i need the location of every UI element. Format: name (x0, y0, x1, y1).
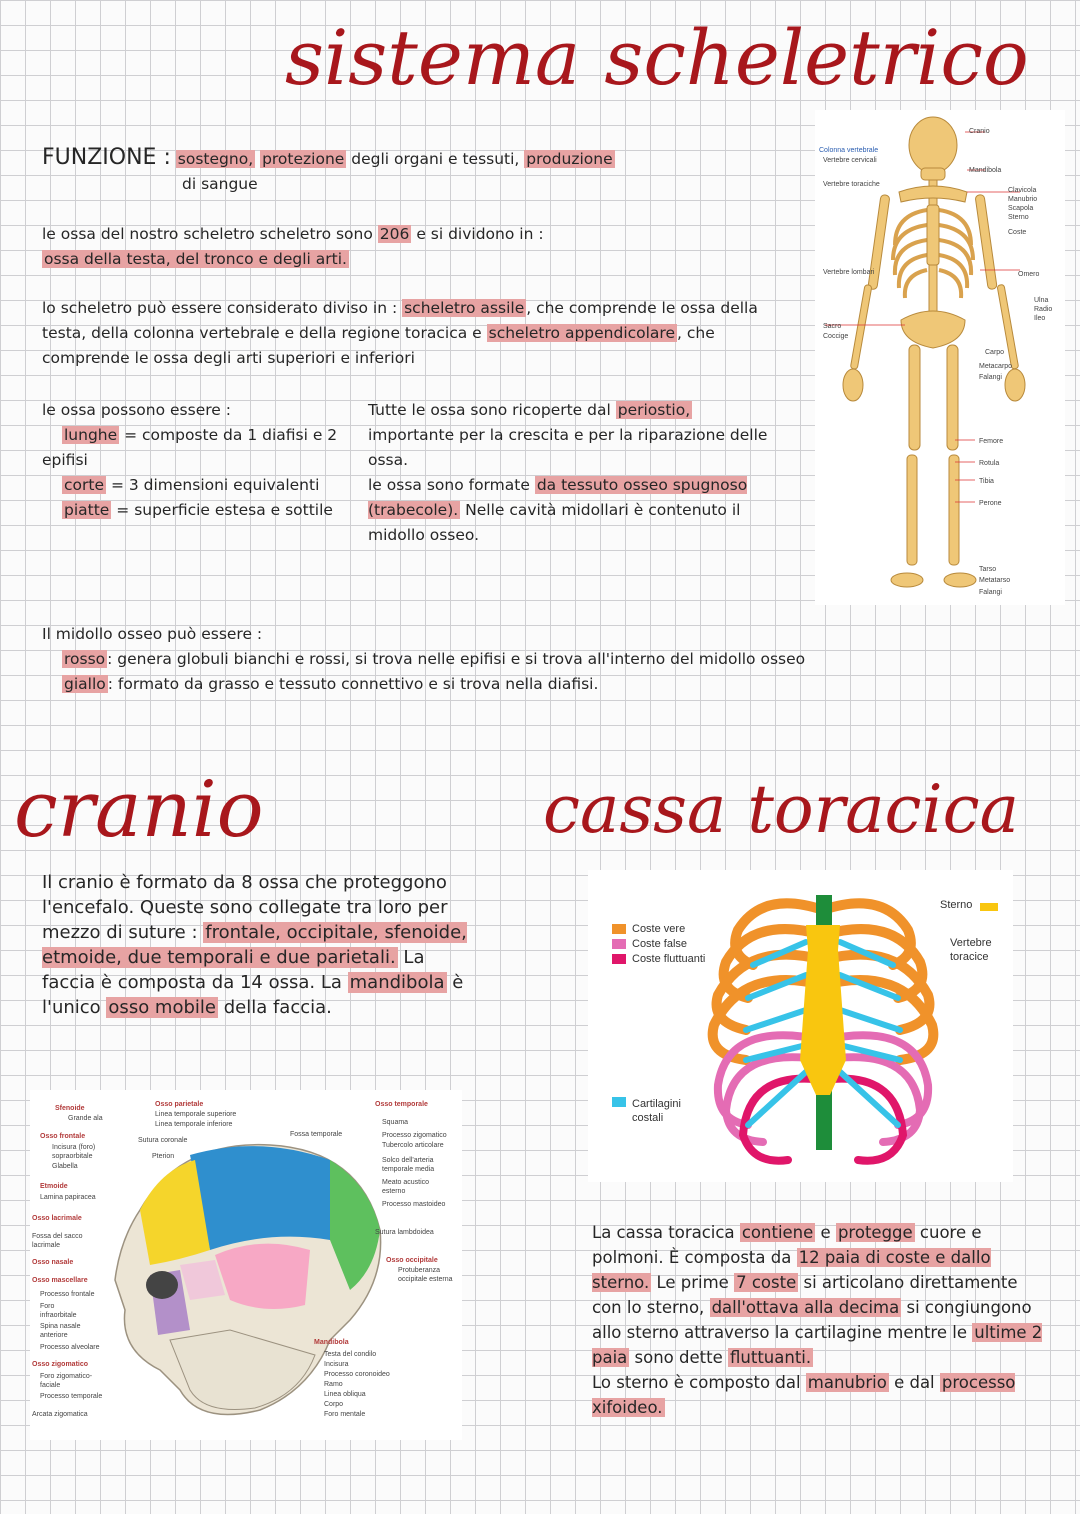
lbl-proc-temp: Processo temporale (40, 1393, 103, 1400)
periostio-text: Tutte le ossa sono ricoperte dal (368, 401, 611, 419)
lbl-carpo: Carpo (985, 349, 1005, 356)
lbl-nasale: Osso nasale (32, 1259, 74, 1266)
lbl-testa-condilo: Testa del condilo (324, 1351, 377, 1358)
ribcage-label-sterno: Sterno (940, 899, 973, 911)
lbl-mandibola-skull: Mandibola (314, 1339, 349, 1346)
periostio-text-4: Nelle cavità midollari è contenuto il midollo osseo. (368, 501, 741, 544)
lbl-lamina: Lamina papiracea (40, 1194, 96, 1201)
midollo-intro: Il midollo osseo può essere : (42, 625, 263, 643)
scheletro-text-3: , che comprende le ossa degli arti superiori e inferiori (42, 324, 715, 367)
lbl-ulna: Ulna (1034, 297, 1049, 304)
hl-rosso: rosso (64, 650, 106, 668)
scheletro-text-2: , che comprende le ossa della testa, della colonna vertebrale e della regione toracica e (42, 299, 758, 342)
cassa-text-5: si articolano direttamente con lo sterno, (592, 1273, 1018, 1317)
lbl-clavicola: Clavicola (1008, 187, 1037, 194)
ossa-text: le ossa del nostro scheletro scheletro sono (42, 225, 373, 243)
lbl-lacrimale: Osso lacrimale (32, 1215, 82, 1222)
lbl-mastoideo: Processo mastoideo (382, 1201, 446, 1208)
lbl-linea-obl: Linea obliqua (324, 1391, 366, 1398)
lbl-coccige: Coccige (823, 333, 849, 340)
lbl-falangi: Falangi (979, 374, 1002, 381)
lbl-foro-mentale: Foro mentale (324, 1411, 366, 1418)
hl-7-coste: 7 coste (736, 1273, 797, 1292)
ossa-text-2: e si dividono in : (416, 225, 544, 243)
lbl-coronoideo: Processo coronoideo (324, 1371, 390, 1378)
skeleton-figure (815, 110, 1065, 605)
lbl-sfenoide: Sfenoide (55, 1105, 85, 1112)
hl-tessuto-spugnoso: da tessuto osseo spugnoso (trabecole). (368, 476, 748, 519)
cranio-title: cranio (14, 765, 264, 855)
hl-corte: corte (64, 476, 104, 494)
hl-giallo: giallo (64, 675, 106, 693)
lbl-alveolare: Processo alveolare (40, 1344, 100, 1351)
cranio-text: Il cranio è formato da 8 ossa che proteggono l'encefalo. Queste sono collegate tra loro per mezzo di suture : (42, 872, 448, 943)
lbl-metatarso: Metatarso (979, 577, 1011, 584)
lbl-corpo: Corpo (324, 1401, 344, 1408)
hl-piatte: piatte (64, 501, 110, 519)
cassa-title: cassa toracica (543, 771, 1019, 848)
periostio-text-2: importante per la crescita e per la riparazione delle ossa. (368, 426, 768, 469)
hl-mandibola: mandibola (349, 972, 445, 993)
lbl-ileo: Ileo (1034, 315, 1046, 322)
cassa-text-4: Le prime (656, 1273, 729, 1292)
hl-protegge: protegge (837, 1223, 913, 1242)
midollo-giallo-text: : formato da grasso e tessuto connettivo e si trova nella diafisi. (107, 675, 599, 693)
lbl-grande-ala: Grande ala (68, 1115, 103, 1122)
ribcage-label-vertebre: Vertebre toracice (950, 937, 992, 963)
lbl-occipitale: Osso occipitale (386, 1257, 438, 1264)
hl-ossa-divisione: ossa della testa, del tronco e degli arti. (44, 250, 347, 268)
legend-label-vere: Coste vere (632, 922, 686, 935)
ribcage-drawing (588, 870, 1013, 1182)
legend-coste-false (612, 936, 687, 951)
swatch-coste-vere (612, 924, 626, 934)
funzione-block (42, 145, 782, 197)
legend-label-cartilagini: Cartilagini costali (632, 1098, 681, 1124)
lbl-radio: Radio (1034, 306, 1053, 313)
lbl-linea-inf: Linea temporale inferiore (155, 1121, 233, 1128)
lbl-incisura: Incisura (foro) sopraorbitale (52, 1144, 96, 1160)
lbl-zigomatico: Osso zigomatico (32, 1361, 89, 1368)
hl-ossa-cranio: frontale, occipitale, sfenoide, etmoide, due temporali e due parietali. (42, 922, 467, 968)
lbl-manubrio: Manubrio (1008, 196, 1038, 203)
hl-206: 206 (379, 225, 410, 243)
legend-label-false: Coste false (632, 937, 688, 950)
hl-12-paia: 12 paia di coste e dallo sterno. (592, 1248, 991, 1292)
cassa-text-7: sono dette (634, 1348, 723, 1367)
cassa-text-block (592, 1220, 1052, 1420)
lbl-solco: Solco dell'arteria temporale media (382, 1157, 435, 1173)
hl-contiene: contiene (741, 1223, 814, 1242)
legend-label-fluttuanti: Coste fluttuanti (632, 952, 706, 965)
lbl-perone: Perone (979, 500, 1002, 507)
lbl-temporale: Osso temporale (375, 1101, 428, 1108)
cranio-text-2: La faccia è composta da 14 ossa. La (42, 947, 425, 993)
lbl-mascellare: Osso mascellare (32, 1277, 88, 1284)
hl-produzione: produzione (526, 150, 613, 168)
lbl-protuberanza: Protuberanza occipitale esterna (398, 1267, 453, 1283)
lbl-scapola: Scapola (1008, 205, 1034, 212)
tipi-lunghe-text: = composte da 1 diafisi e 2 epifisi (42, 426, 338, 469)
lbl-etmoide: Etmoide (40, 1183, 68, 1190)
midollo-block (42, 622, 1002, 697)
lbl-tarso: Tarso (979, 566, 997, 573)
lbl-sacro: Sacro (823, 323, 842, 330)
lbl-incisura-mand: Incisura (324, 1361, 349, 1368)
lbl-lambdoidea: Sutura lambdoidea (375, 1229, 434, 1236)
legend-coste-fluttuanti (612, 951, 705, 966)
lbl-foro-zigo: Foro zigomatico-faciale (40, 1373, 93, 1389)
hl-protezione: protezione (262, 150, 345, 168)
cassa-text-8: Lo sterno è composto dal (592, 1373, 801, 1392)
cassa-text-2: e (820, 1223, 831, 1242)
hl-manubrio: manubrio (807, 1373, 887, 1392)
lbl-squama: Squama (382, 1119, 409, 1126)
lbl-pterion: Pterion (152, 1153, 175, 1160)
cranio-text-4: della faccia. (223, 997, 332, 1018)
lbl-foro-infra: Foro infraorbitale (40, 1303, 77, 1319)
hl-lunghe: lunghe (64, 426, 118, 444)
tipi-block (42, 398, 342, 523)
scheletro-block (42, 296, 802, 371)
ossa-count-block (42, 222, 782, 272)
cassa-text-9: e dal (894, 1373, 935, 1392)
legend-cartilagini (612, 1097, 702, 1124)
midollo-rosso-text: : genera globuli bianchi e rossi, si trova nelle epifisi e si trova all'interno del midollo osseo (107, 650, 806, 668)
lbl-metacarpo: Metacarpo (979, 363, 1013, 370)
swatch-coste-false (612, 939, 626, 949)
lbl-toraciche: Vertebre toraciche (823, 181, 880, 188)
swatch-cartilagini (612, 1097, 626, 1107)
lbl-colonna: Colonna vertebrale (819, 147, 879, 154)
lbl-fossa-temp: Fossa temporale (290, 1131, 343, 1138)
lbl-sterno: Sterno (1008, 214, 1029, 221)
hl-osso-mobile: osso mobile (108, 997, 216, 1018)
hl-sostegno: sostegno, (177, 150, 254, 168)
lbl-mandibola: Mandibola (969, 167, 1002, 174)
ribcage-figure (588, 870, 1013, 1182)
lbl-proc-zigo: Processo zigomatico (382, 1132, 447, 1139)
hl-xifoideo: processo xifoideo. (592, 1373, 1016, 1417)
tipi-corte-text: = 3 dimensioni equivalenti (110, 476, 320, 494)
funzione-label: FUNZIONE : (42, 145, 171, 170)
cranio-text-block (42, 870, 477, 1020)
swatch-coste-fluttuanti (612, 954, 626, 964)
lbl-rotula: Rotula (979, 460, 1000, 467)
tipi-intro: le ossa possono essere : (42, 401, 231, 419)
cranio-text-3: è l'unico (42, 972, 464, 1018)
hl-fluttuanti: fluttuanti. (730, 1348, 812, 1367)
lbl-tibia: Tibia (979, 478, 994, 485)
lbl-coste: Coste (1008, 229, 1027, 236)
hl-appendicolare: scheletro appendicolare (488, 324, 676, 342)
lbl-spina: Spina nasale anteriore (40, 1323, 81, 1339)
lbl-cervicali: Vertebre cervicali (823, 157, 877, 164)
skull-figure (30, 1090, 462, 1440)
lbl-sutura-cor: Sutura coronale (138, 1137, 188, 1144)
lbl-femore: Femore (979, 438, 1004, 445)
lbl-proc-frontale: Processo frontale (40, 1291, 95, 1298)
lbl-lombari: Vertebre lombari (823, 269, 875, 276)
periostio-block (368, 398, 778, 548)
lbl-ramo: Ramo (324, 1381, 343, 1388)
lbl-arcata: Arcata zigomatica (32, 1411, 88, 1418)
lbl-tubercolo: Tubercolo articolare (382, 1142, 444, 1149)
cassa-text-3: cuore e polmoni. È composta da (592, 1223, 982, 1267)
lbl-parietale: Osso parietale (155, 1101, 204, 1108)
periostio-text-3: le ossa sono formate (368, 476, 530, 494)
funzione-text-2: di sangue (182, 175, 258, 193)
scheletro-text: lo scheletro può essere considerato diviso in : (42, 299, 398, 317)
legend-coste-vere (612, 921, 685, 936)
hl-periostio: periostio, (617, 401, 691, 419)
lbl-cranio: Cranio (969, 128, 990, 135)
hl-ottava-decima: dall'ottava alla decima (711, 1298, 900, 1317)
tipi-piatte-text: = superficie estesa e sottile (116, 501, 333, 519)
page-title: sistema scheletrico (285, 13, 1029, 102)
hl-assile: scheletro assile (404, 299, 525, 317)
lbl-meato: Meato acustico esterno (382, 1179, 430, 1195)
lbl-linea-sup: Linea temporale superiore (155, 1111, 237, 1118)
hl-ultime-2: ultime 2 paia (592, 1323, 1043, 1367)
lbl-omero: Omero (1018, 271, 1040, 278)
lbl-fossa-sacco: Fossa del sacco lacrimale (32, 1233, 83, 1249)
cassa-text-6: si congiungono allo sterno attraverso la cartilagine mentre le (592, 1298, 1032, 1342)
lbl-glabella: Glabella (52, 1163, 78, 1170)
lbl-frontale: Osso frontale (40, 1133, 86, 1140)
lbl-falangi-piede: Falangi (979, 589, 1002, 596)
cassa-text: La cassa toracica (592, 1223, 735, 1242)
funzione-text: degli organi e tessuti, (351, 150, 520, 168)
